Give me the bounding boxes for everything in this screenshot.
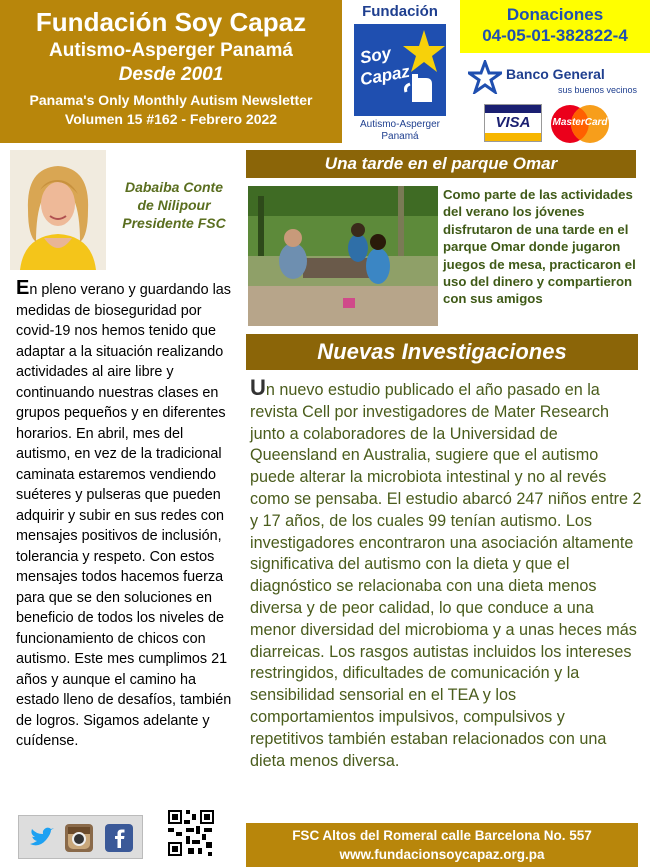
masthead <box>0 0 342 143</box>
twitter-icon[interactable] <box>27 824 55 852</box>
president-role: Presidente FSC <box>122 215 226 231</box>
park-photo-image <box>248 186 438 326</box>
masthead-issue: Volumen 15 #162 - Febrero 2022 <box>64 111 278 127</box>
portrait-image <box>10 150 106 270</box>
masthead-title: Fundación Soy Capaz <box>35 7 307 37</box>
masthead-since: Desde 2001 <box>118 64 224 85</box>
bank-star-icon <box>468 60 502 94</box>
story1-title: Una tarde en el parque Omar <box>246 150 636 178</box>
logo-top-text: Fundación <box>362 3 438 20</box>
donations-account: 04-05-01-382822-4 <box>482 26 628 45</box>
bank-name: Banco General <box>506 66 605 82</box>
article-body: n nuevo estudio publicado el año pasado en la revista Cell por investigadores de Mater Research junto a colaboradores de la Universidad de Queensland en Australia, sugiere que el autismo puede alterar la microbiota intestinal y no al revés como se pensaba. El estudio abarcó 247 niños entre 2 y 17 años, de los cuales 99 tenían autismo. Los investigadores encontraron una asociación altamente significativa del autismo con la dieta y que el diagnóstico se relacionaba con una dieta menos diversa y de peor calidad, lo que conduce a una menor diversidad del microbioma y a unas heces más diarreicas. Los rasgos autistas incluidos los intereses restringidos, dificultades de comunicación y la sensibilidad sensorial en el TEA y los comportamientos impulsivos, compulsivos y repetitivos también estaban relacionados con una dieta menos diversa. <box>250 381 642 770</box>
masthead-subtitle: Autismo-Asperger Panamá <box>49 40 293 61</box>
instagram-icon[interactable] <box>65 824 93 852</box>
donations-box <box>460 0 650 53</box>
logo-bottom-text: Autismo-Asperger Panamá <box>359 119 441 142</box>
president-portrait <box>10 150 106 270</box>
park-photo <box>248 186 438 326</box>
qr-code[interactable] <box>166 808 216 858</box>
foundation-logo <box>348 0 452 150</box>
mastercard-icon <box>548 104 612 144</box>
letter-drop-cap: E <box>16 277 30 299</box>
letter-body: n pleno verano y guardando las medidas de bioseguridad por covid-19 nos hemos tenido que adaptar a la situación realizando actividades al aire libre y continuando nuestras clases en grupos pequeños y en diferentes horarios. En abril, mes del autismo, en vez de la tradicional caminata estaremos vendiendo suéteres y pulseras que pueden adquirir y subir en sus redes con mensajes positivos de inclusión, tolerancia y respeto. Con estos mensajes todos hacemos fuerza para que se den soluciones en beneficio de todos los niveles de funcionamiento de chicos con autismo. Este mes cumplimos 21 años y aunque el camino ha estado lleno de desafíos, también de logros. Sigamos adelante y cuídense. <box>16 282 232 749</box>
footer <box>246 823 638 867</box>
donations-label: Donaciones <box>506 5 604 24</box>
bank-tagline: sus buenos vecinos <box>558 85 638 95</box>
logo-word-capaz: Capaz <box>358 61 412 90</box>
social-links <box>18 815 143 859</box>
article-drop-cap: U <box>250 375 266 400</box>
bank-logo <box>468 58 638 98</box>
president-caption <box>108 178 240 232</box>
president-letter <box>16 278 238 752</box>
facebook-icon[interactable] <box>105 824 133 852</box>
story1-caption: Como parte de las actividades del verano los jóvenes disfrutaron de una tarde en el parque Omar donde jugaron juegos de mesa, practicaron el uso del dinero y compartieron con sus amigos <box>443 187 636 307</box>
footer-website[interactable]: www.fundacionsoycapaz.org.pa <box>339 847 545 862</box>
logo-word-soy: Soy <box>358 43 393 68</box>
president-name-line1: Dabaiba Conte <box>124 179 223 195</box>
visa-label: VISA <box>495 114 531 131</box>
mastercard-label: MasterCard <box>552 117 608 128</box>
story2-article <box>250 377 642 772</box>
logo-emblem <box>354 24 446 116</box>
visa-card-icon <box>484 104 542 142</box>
story2-title: Nuevas Investigaciones <box>246 334 638 370</box>
footer-address: FSC Altos del Romeral calle Barcelona No. 557 <box>292 828 592 843</box>
president-name-line2: de Nilipour <box>137 197 211 213</box>
masthead-tagline: Panama's Only Monthly Autism Newsletter <box>29 92 313 108</box>
